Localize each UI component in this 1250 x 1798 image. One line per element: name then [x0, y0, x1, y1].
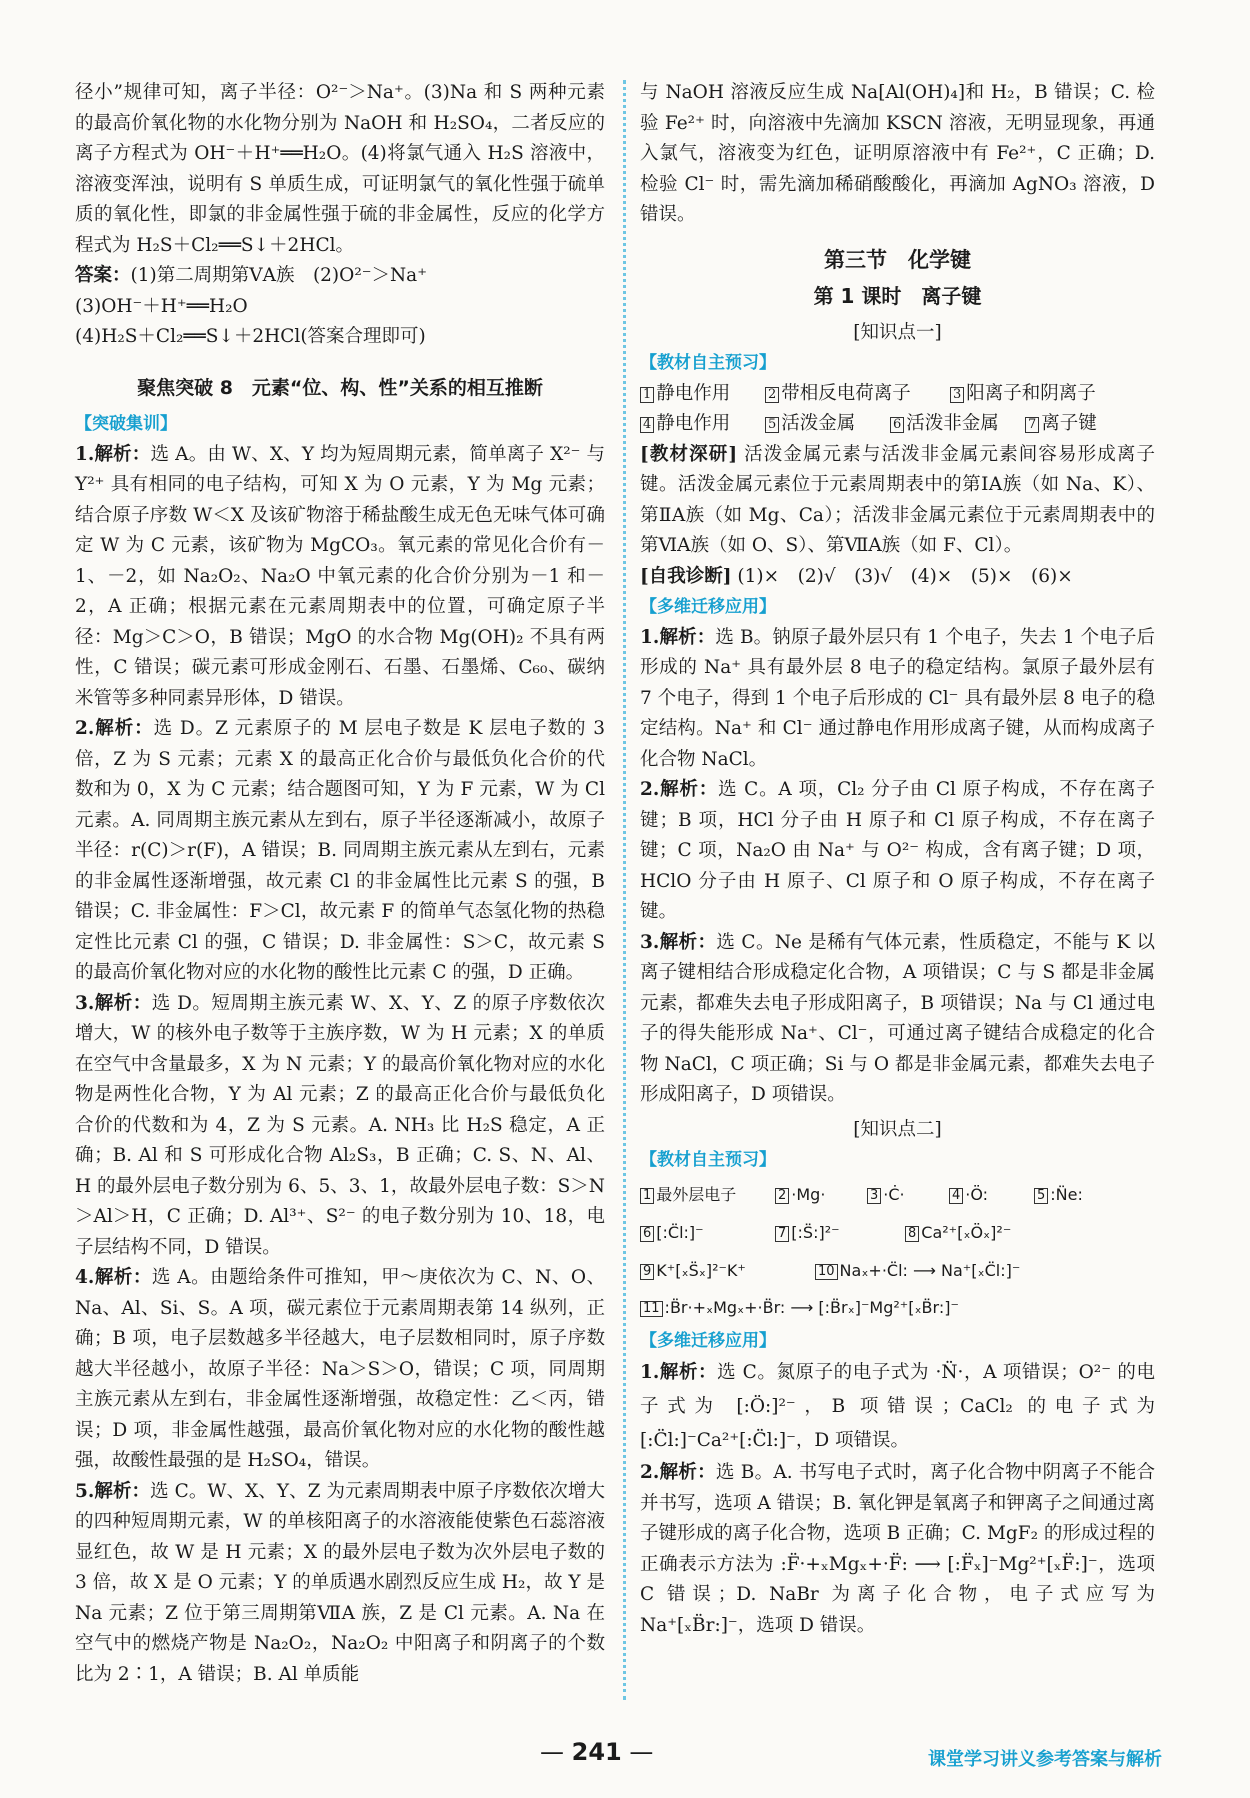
knowledge-point-2: [知识点二]: [853, 1118, 942, 1140]
preview2-row-1: 1 最外层电子 2 ·Mg· 3 ·Ċ· 4 ·Ö: 5 :N̈e:: [640, 1176, 1155, 1214]
list-item: 2.解析：选 C。A 项，Cl₂ 分子由 Cl 原子构成，不存在离子键；B 项，HCl 分子由 H 原子和 Cl 原子构成，不存在离子键；C 项，Na₂O 由 Na⁺ 与 O²⁻ 构成，含有离子键；D 项，HClO 分子由 H 原子、Cl 原子和 O 原子构成，不存在离子键。: [640, 779, 1155, 922]
deep-study: [教材深研] 活泼金属元素与活泼非金属元素间容易形成离子键。活泼金属元素位于元素周期表中的第ⅠA族（如 Na、K）、第ⅡA族（如 Mg、Ca）；活泼非金属元素位于元素周期表中的第ⅥA族（如 O、S）、第ⅦA族（如 F、Cl）。: [640, 443, 1155, 556]
footer-title: 课堂学习讲义参考答案与解析: [928, 1749, 1162, 1770]
list-item: 2.解析：选 D。Z 元素原子的 M 层电子数是 K 层电子数的 3 倍，Z 为 S 元素；元素 X 的最高正化合价与最低负化合价的代数和为 0，X 为 C 元素；结合题图可知，Y 为 F 元素，W 为 Cl 元素。A. 同周期主族元素从左到右，原子半径逐渐减小，故原子半径：r(C)＞r(F)，A 错误；B. 同周期主族元素从左到右，元素的非金属性逐渐增强，故元素 Cl 的非金属性比元素 S 的强，B 错误；C. 非金属性：F＞Cl，故元素 F 的简单气态氢化物的热稳定性比元素 Cl 的强，C 错误；D. 非金属性：S＞C，故元素 S 的最高价氧化物对应的水化物的酸性比元素 C 的强，D 正确。: [75, 718, 605, 983]
lesson-title: 第 1 课时 离子键: [813, 284, 982, 308]
right-intro: 与 NaOH 溶液反应生成 Na[Al(OH)₄]和 H₂，B 错误；C. 检验 Fe²⁺ 时，向溶液中先滴加 KSCN 溶液，无明显现象，再通入氯气，溶液变为红色，证明原溶液中有 Fe²⁺，C 正确；D. 检验 Cl⁻ 时，需先滴加稀硝酸酸化，再滴加 AgNO₃ 溶液，D 错误。: [640, 82, 1155, 225]
section-title: 第三节 化学键: [824, 247, 971, 272]
tag-preview-2: 【教材自主预习】: [640, 1150, 776, 1170]
preview2-row-3: 9 K⁺[ₓS̈ₓ]²⁻K⁺ 10 Naₓ+·C̈l: ⟶ Na⁺[ₓC̈l:]⁻: [640, 1252, 1155, 1290]
tag-breakthrough: 【突破集训】: [75, 414, 177, 434]
answer-line-1: 答案：(1)第二周期第ⅤA族 (2)O²⁻＞Na⁺: [75, 265, 427, 286]
column-divider: [623, 80, 626, 1700]
answer-line-3: (4)H₂S＋Cl₂══S↓＋2HCl(答案合理即可): [75, 326, 426, 347]
list-item: 1.解析：选 C。氮原子的电子式为 ·N̈·，A 项错误；O²⁻ 的电子式为 [:Ö:]²⁻，B 项错误；CaCl₂ 的电子式为 [:C̈l:]⁻Ca²⁺[:C̈l:]⁻，D 项错误。: [640, 1362, 1155, 1451]
self-diagnosis: [自我诊断] (1)× (2)√ (3)√ (4)× (5)× (6)×: [640, 565, 1073, 587]
right-column: [640, 78, 1155, 1641]
left-intro: 径小”规律可知，离子半径：O²⁻＞Na⁺。(3)Na 和 S 两种元素的最高价氧化物的水化物分别为 NaOH 和 H₂SO₄，二者反应的离子方程式为 OH⁻＋H⁺══H₂O。(4)将氯气通入 H₂S 溶液中，溶液变浑浊，说明有 S 单质生成，可证明氯气的氧化性强于硫单质的氧化性，即氯的非金属性强于硫的非金属性，反应的化学方程式为 H₂S＋Cl₂══S↓＋2HCl。: [75, 82, 605, 256]
left-items: [75, 440, 605, 1691]
tag-preview-1: 【教材自主预习】: [640, 353, 776, 373]
tag-apply-1: 【多维迁移应用】: [640, 597, 776, 617]
answer-line-2: (3)OH⁻＋H⁺══H₂O: [75, 295, 248, 317]
section-title-8: 聚焦突破 8 元素“位、构、性”关系的相互推断: [137, 376, 543, 399]
tag-apply-2: 【多维迁移应用】: [640, 1330, 776, 1351]
list-item: 2.解析：选 B。A. 书写电子式时，离子化合物中阴离子不能合并书写，选项 A 错误；B. 氧化钾是氧离子和钾离子之间通过离子键形成的离子化合物，选项 B 正确；C. MgF₂ 的形成过程的正确表示方法为 :F̈·+ₓMgₓ+·F̈: ⟶ [:F̈ₓ]⁻Mg²⁺[ₓF̈:]⁻，选项 C 错误；D. NaBr 为离子化合物，电子式应写为 Na⁺[ₓB̈r:]⁻，选项 D 错误。: [640, 1462, 1155, 1636]
preview2-row-2: 6 [:C̈l:]⁻ 7 [:S̈:]²⁻ 8 Ca²⁺[ₓÖₓ]²⁻: [640, 1214, 1155, 1252]
list-item: 3.解析：选 C。Ne 是稀有气体元素，性质稳定，不能与 K 以离子键相结合形成稳定化合物，A 项错误；C 与 S 都是非金属元素，都难失去电子形成阳离子，B 项错误；Na 与 Cl 通过电子的得失能形成 Na⁺、Cl⁻，可通过离子键结合成稳定的化合物 NaCl，C 项正确；Si 与 O 都是非金属元素，都难失去电子形成阳离子，D 项错误。: [640, 931, 1155, 1105]
left-column: [75, 78, 605, 1690]
preview2-row-4: 11 :B̈r·+ₓMgₓ+·B̈r: ⟶ [:B̈rₓ]⁻Mg²⁺[ₓB̈r:]⁻: [640, 1290, 1155, 1326]
list-item: 3.解析：选 D。短周期主族元素 W、X、Y、Z 的原子序数依次增大，W 的核外电子数等于主族序数，W 为 H 元素；X 的单质在空气中含量最多，X 为 N 元素；Y 的最高价氧化物对应的水化物是两性化合物，Y 为 Al 元素；Z 的最高正化合价与最低负化合价的代数和为 4，Z 为 S 元素。A. NH₃ 比 H₂S 稳定，A 正确；B. Al 和 S 可形成化合物 Al₂S₃，B 正确；C. S、N、Al、H 的最外层电子数分别为 6、5、3、1，故最外层电子数：S＞N＞Al＞H，C 正确；D. Al³⁺、S²⁻ 的电子数分别为 10、18，电子层结构不同，D 错误。: [75, 992, 605, 1258]
page-number: — 241 —: [540, 1738, 653, 1766]
list-item: 1.解析：选 A。由 W、X、Y 均为短周期元素，简单离子 X²⁻ 与 Y²⁺ 具有相同的电子结构，可知 X 为 O 元素，Y 为 Mg 元素；结合原子序数 W＜X 及该矿物溶于稀盐酸生成无色无味气体可确定 W 为 C 元素，该矿物为 MgCO₃。氧元素的常见化合价有－1、－2，如 Na₂O₂、Na₂O 中氧元素的化合价分别为－1 和－2，A 正确；根据元素在元素周期表中的位置，可确定原子半径：Mg＞C＞O，B 错误；MgO 的水合物 Mg(OH)₂ 不具有两性，C 错误；碳元素可形成金刚石、石墨、石墨烯、C₆₀、碳纳米管等多种同素异形体，D 错误。: [75, 443, 605, 709]
knowledge-point-1: [知识点一]: [853, 321, 942, 343]
preview1-row-2: 4 静电作用 5 活泼金属 6 活泼非金属 7 离子键: [640, 409, 1155, 440]
list-item: 1.解析：选 B。钠原子最外层只有 1 个电子，失去 1 个电子后形成的 Na⁺ 具有最外层 8 电子的稳定结构。氯原子最外层有 7 个电子，得到 1 个电子后形成的 Cl⁻ 具有最外层 8 电子的稳定结构。Na⁺ 和 Cl⁻ 通过静电作用形成离子键，从而构成离子化合物 NaCl。: [640, 626, 1155, 770]
list-item: 5.解析：选 C。W、X、Y、Z 为元素周期表中原子序数依次增大的四种短周期元素，W 的单核阳离子的水溶液能使紫色石蕊溶液显红色，故 W 是 H 元素；X 的最外层电子数为次外层电子数的 3 倍，故 X 是 O 元素；Y 的单质遇水剧烈反应生成 H₂，故 Y 是 Na 元素；Z 位于第三周期第ⅦA 族，Z 是 Cl 元素。A. Na 在空气中的燃烧产物是 Na₂O₂，Na₂O₂ 中阳离子和阴离子的个数比为 2∶1，A 错误；B. Al 单质能: [75, 1480, 605, 1685]
preview1-row-1: 1 静电作用 2 带相反电荷离子 3 阳离子和阴离子: [640, 379, 1155, 410]
list-item: 4.解析：选 A。由题给条件可推知，甲～庚依次为 C、N、O、Na、Al、Si、S。A 项，碳元素位于元素周期表第 14 纵列，正确；B 项，电子层数越多半径越大，电子层数相同时，原子序数越大半径越小，故原子半径：Na＞S＞O，错误；C 项，同周期主族元素从左到右，非金属性逐渐增强，故稳定性：乙＜丙，错误；D 项，非金属性越强，最高价氧化物对应的水化物的酸性越强，故酸性最强的是 H₂SO₄，错误。: [75, 1267, 605, 1471]
